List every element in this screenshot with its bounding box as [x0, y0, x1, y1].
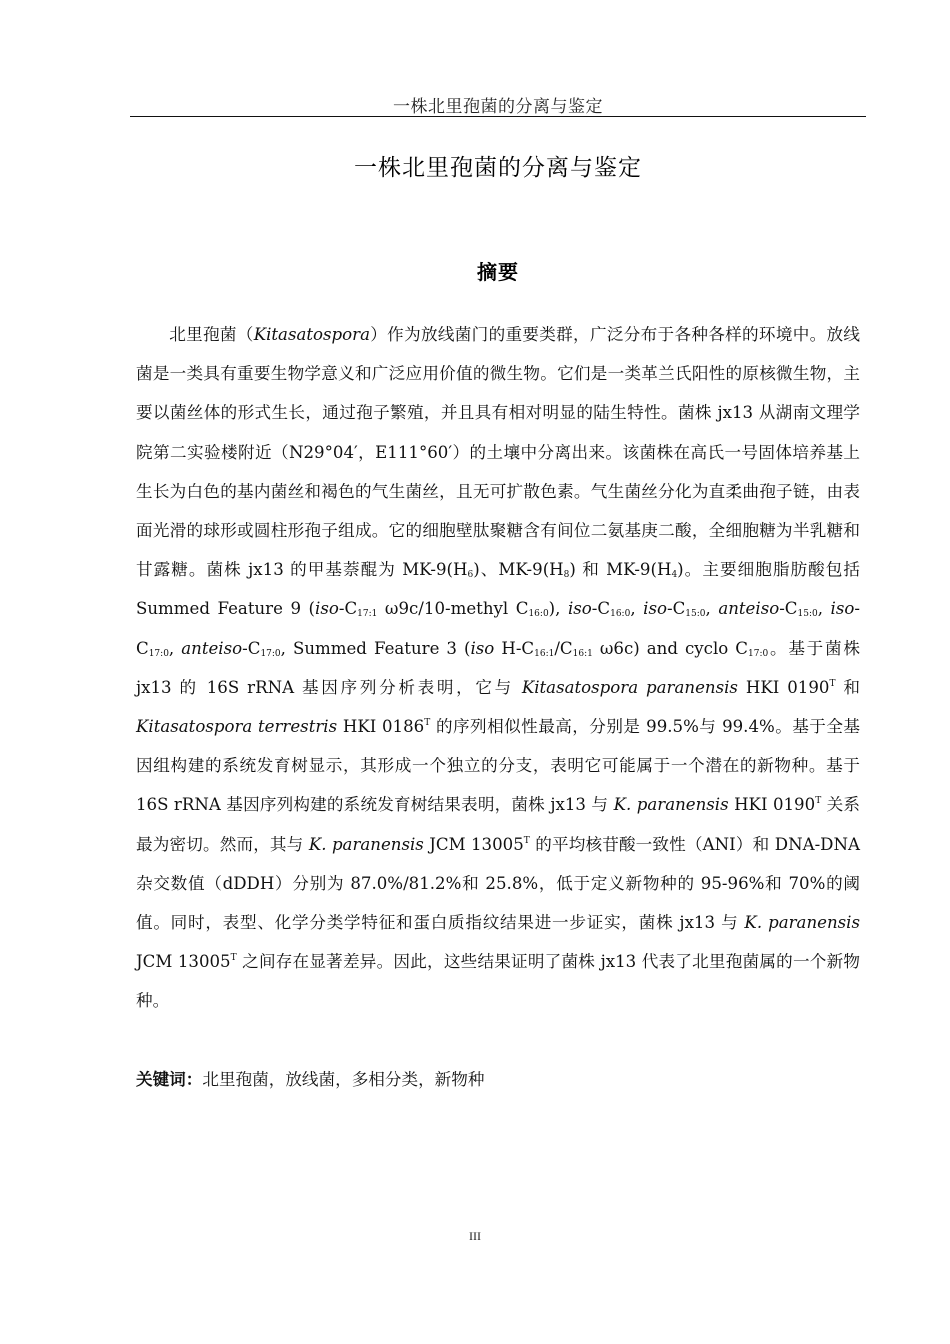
header-divider [130, 116, 866, 117]
page-number: III [469, 1229, 481, 1243]
keywords-label: 关键词： [136, 1070, 203, 1089]
running-header: 一株北里孢菌的分离与鉴定 [393, 97, 603, 117]
keywords-line [136, 1066, 860, 1090]
abstract-heading: 摘要 [477, 260, 519, 284]
keywords-values: 北里孢菌，放线菌，多相分类，新物种 [202, 1070, 485, 1089]
document-title: 一株北里孢菌的分离与鉴定 [354, 155, 642, 181]
abstract-paragraph: 北里孢菌（Kitasatospora）作为放线菌门的重要类群，广泛分布于各种各样的环境中。放线菌是一类具有重要生物学意义和广泛应用价值的微生物。它们是一类革兰氏阳性的原核微生物，主要以菌丝体的形式生长，通过孢子繁殖，并且具有相对明显的陆生特性。菌株 jx13 从湖南文理学院第二实验楼附近（N29°04′，E111°60′）的土壤中分离出来。该菌株在高氏一号固体培养基上生长为白色的基内菌丝和褐色的气生菌丝，且无可扩散色素。气生菌丝分化为直柔曲孢子链，由表面光滑的球形或圆柱形孢子组成。它的细胞壁肽聚糖含有间位二氨基庚二酸，全细胞糖为半乳糖和甘露糖。菌株 jx13 的甲基萘醌为 $MK-9(H_6)$、$MK-9(H_8)$ 和 $MK-9(H_4)$。主要细胞脂肪酸包括 Summed Feature 9 ($iso-C_{17:1}$ ω9c/10-methyl $C_{16:0}$), iso-$C_{16:0}$, iso-$C_{15:0}$, anteiso-$C_{15:0}$, iso-$C_{17:0}$, anteiso-$C_{17:0}$, Summed Feature 3 (iso $H-C_{16:1}/C_{16:1}$ ω6c) and cyclo $C_{17:0}$。基于菌株 jx13 的 16S rRNA 基因序列分析表明，它与 Kitasatospora paranensis HKI $0190^T$ 和 Kitasatospora terrestris HKI $0186^T$ 的序列相似性最高，分别是 99.5%与 99.4%。基于全基因组构建的系统发育树显示，其形成一个独立的分支，表明它可能属于一个潜在的新物种。基于 16S rRNA 基因序列构建的系统发育树结果表明，菌株 jx13 与 K. paranensis HKI $0190^T$ 关系最为密切。然而，其与 K. paranensis JCM $13005^T$ 的平均核苷酸一致性（ANI）和 DNA-DNA 杂交数值（dDDH）分别为 87.0%/81.2%和 25.8%，低于定义新物种的 95-96%和 70%的阈值。同时，表型、化学分类学特征和蛋白质指纹结果进一步证实，菌株 jx13 与 K. paranensis JCM $13005^T$ 之间存在显著差异。因此，这些结果证明了菌株 jx13 代表了北里孢菌属的一个新物种。 [136, 325, 861, 1011]
